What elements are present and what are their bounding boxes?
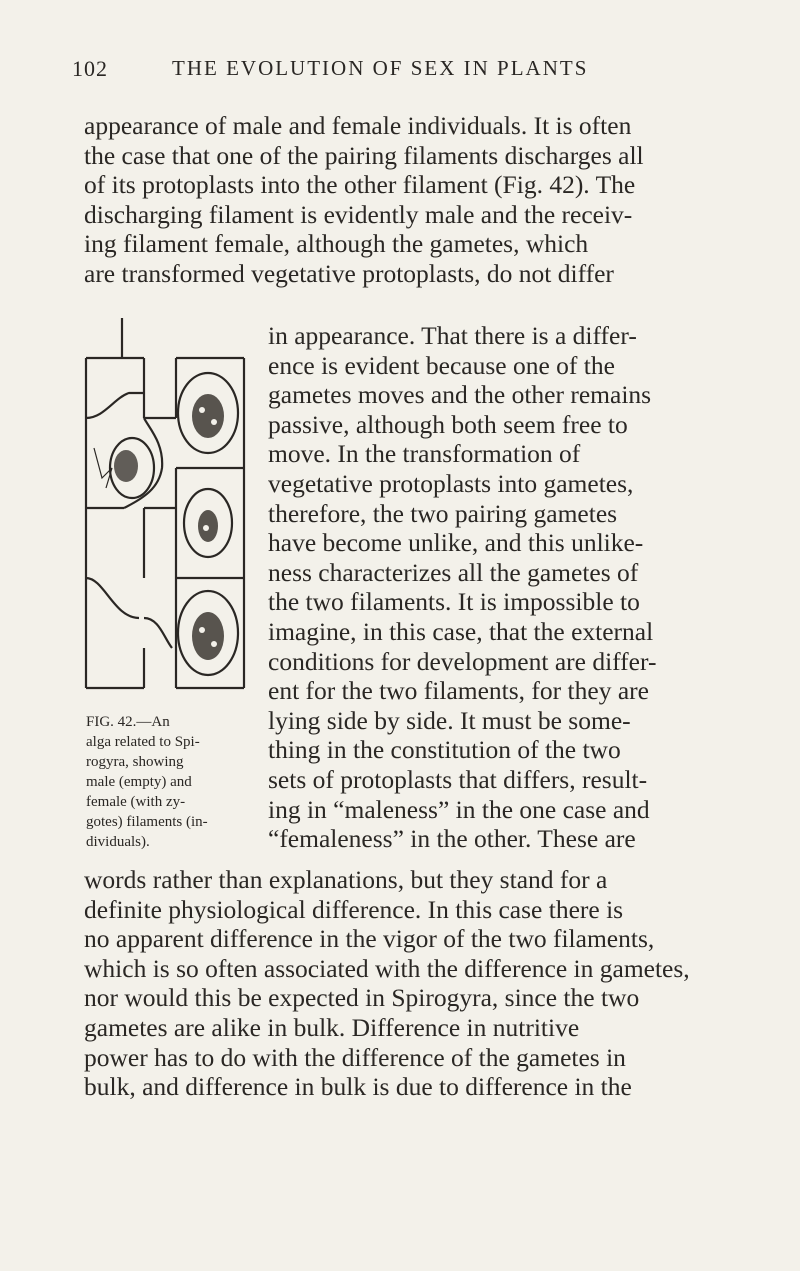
running-head: THE EVOLUTION OF SEX IN PLANTS (172, 56, 589, 80)
text-line: lying side by side. It must be some- (268, 705, 631, 735)
text-line: the two filaments. It is impossible to (268, 587, 640, 617)
figure-caption (86, 712, 246, 852)
text-line: discharging filament is evidently male and the receiv- (84, 199, 633, 229)
page-header (72, 52, 740, 88)
text-line: ence is evident because one of the (268, 350, 615, 380)
text-line: are transformed vegetative protoplasts, do not differ (84, 258, 614, 288)
paragraph-bottom (84, 865, 784, 1102)
text-line: conditions for development are differ- (268, 646, 657, 676)
text-line: power has to do with the difference of the gametes in (84, 1042, 626, 1072)
text-line: ent for the two filaments, for they are (268, 676, 649, 706)
text-line: bulk, and difference in bulk is due to difference in the (84, 1072, 632, 1102)
text-line: of its protoplasts into the other filament (Fig. 42). The (84, 170, 636, 200)
text-line: in appearance. That there is a differ- (268, 321, 637, 350)
caption-line: female (with zy- (86, 794, 186, 810)
filaments-illustration (84, 318, 249, 703)
text-line: ing filament female, although the gametes, which (84, 229, 589, 259)
paragraph-top (84, 111, 784, 289)
figure-algae-filaments (84, 318, 249, 703)
caption-line: gotes) filaments (in- (86, 814, 208, 830)
text-line: nor would this be expected in Spirogyra, since the two (84, 983, 640, 1013)
text-line: ness characterizes all the gametes of (268, 557, 639, 587)
text-line: gametes are alike in bulk. Difference in nutritive (84, 1012, 580, 1042)
text-line: ing in “maleness” in the one case and (268, 794, 650, 824)
text-line: passive, although both seem free to (268, 409, 628, 439)
caption-line: dividuals). (86, 834, 150, 850)
text-line: have become unlike, and this unlike- (268, 528, 644, 558)
text-line: gametes moves and the other remains (268, 380, 652, 410)
text-line: definite physiological difference. In this case there is (84, 894, 624, 924)
text-line: which is so often associated with the difference in gametes, (84, 953, 690, 983)
text-line: sets of protoplasts that differs, result- (268, 764, 648, 794)
text-line: move. In the transformation of (268, 439, 581, 469)
text-line: words rather than explanations, but they stand for a (84, 865, 608, 894)
text-line: vegetative protoplasts into gametes, (268, 468, 634, 498)
text-line: the case that one of the pairing filaments discharges all (84, 140, 644, 170)
text-line: no apparent difference in the vigor of the two filaments, (84, 924, 655, 954)
caption-line: alga related to Spi- (86, 734, 200, 750)
paragraph-beside-figure (268, 321, 784, 854)
caption-line: FIG. 42.—An (86, 714, 170, 730)
text-line: “femaleness” in the other. These are (268, 824, 636, 854)
text-line: thing in the constitution of the two (268, 735, 621, 765)
text-line: imagine, in this case, that the external (268, 616, 654, 646)
caption-line: rogyra, showing (86, 754, 184, 770)
page-number: 102 (72, 56, 108, 81)
caption-line: male (empty) and (86, 774, 192, 790)
text-line: appearance of male and female individuals. It is often (84, 111, 632, 140)
text-line: therefore, the two pairing gametes (268, 498, 618, 528)
